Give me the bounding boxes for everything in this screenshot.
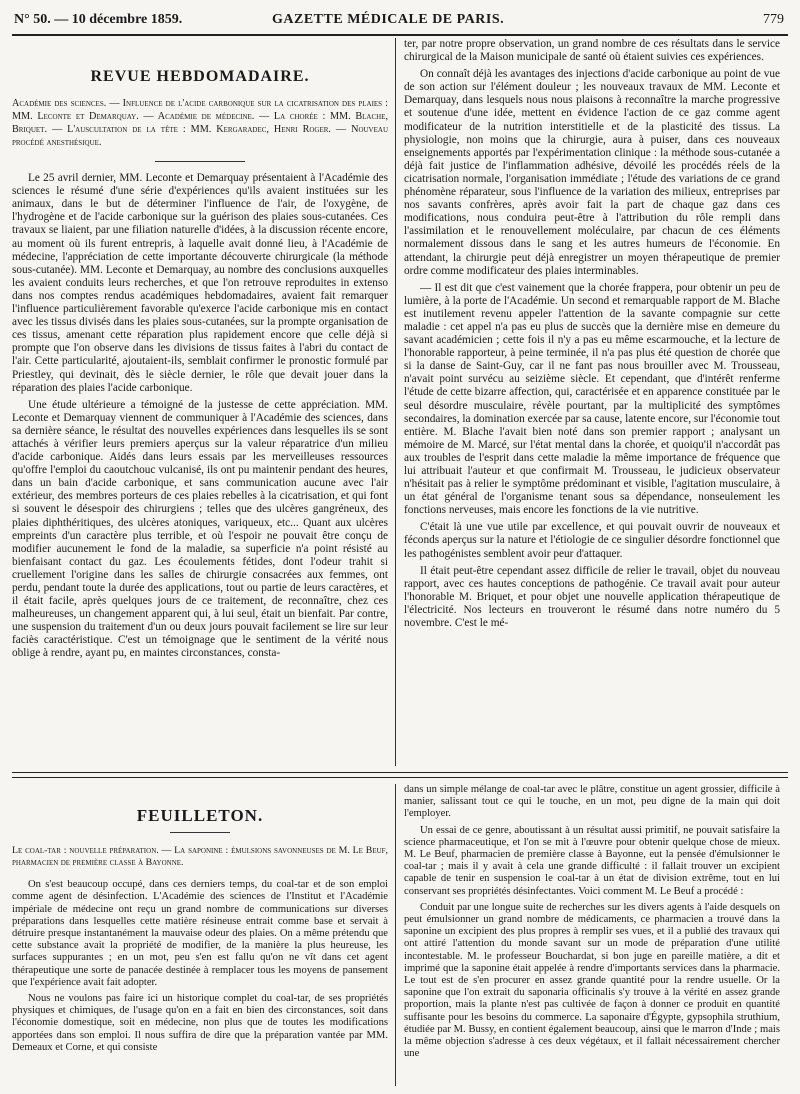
feuilleton-paragraph: Conduit par une longue suite de recherches sur les divers agents à l'aide desquels on peut émulsionner un grand nombre de médicaments, ce pharmacien a trouvé dans la saponine un excipient des plus propres à remplir ses vues, et il a publié des travaux qui ont attiré l'attention du monde savant sur un mode de préparation d'une utilité incontestable. M. le professeur Bouchardat, si bon juge en pareille matière, a dit et imprimé que la saponine était appelée à rendre d'importants services dans la pharmacie. Le tout est de s'en procurer en assez grande quantité pour la rendre usuelle. Or la saponine que l'on extrait du saponaria officinalis s'y trouve à la vérité en assez grande proportion, mais la plante n'est pas cultivée de façon à donner ce produit en quantité suffisante pour les besoins du commerce. La saponaire d'Égypte, gypsophila struthium, étudiée par M. Bussy, en contient également beaucoup, ainsi que le marron d'Inde ; mais la même objection s'adresse à ces deux végétaux, et il fallait nécessairement chercher une — [404, 901, 780, 1060]
feuilleton-left-column — [12, 784, 388, 1058]
revue-left-column — [12, 38, 388, 665]
feuilleton-title-rule — [170, 832, 230, 833]
summary-divider — [155, 161, 245, 162]
feuilleton-section — [12, 784, 788, 1086]
column-divider — [395, 38, 396, 766]
journal-title: GAZETTE MÉDICALE DE PARIS. — [272, 12, 505, 27]
revue-summary: Académie des sciences. — Influence de l'acide carbonique sur la cicatrisation des plaies : MM. Leconte et Demarquay. — Académie de médecine. — La chorée : MM. Blache, Briquet. — L'auscultation de la tête : MM. Kergaradec, Henri Roger. — Nouveau procédé anesthésique. — [12, 98, 388, 149]
revue-section — [12, 38, 788, 768]
feuilleton-paragraph: dans un simple mélange de coal-tar avec le plâtre, constitue un agent grossier, difficile à manier, salissant tout ce qui le touche, en un mot, peu digne de la main qui doit l'employer. — [404, 784, 780, 820]
issue-number: N° 50. — 10 décembre 1859. — [14, 12, 183, 27]
revue-paragraph: Le 25 avril dernier, MM. Leconte et Demarquay présentaient à l'Académie des sciences le résumé d'une série d'expériences qu'ils avaient instituées sur les animaux, dans le but de déterminer l'influence de l'air, de l'oxygène, de l'hydrogène et de l'acide carbonique sur la guérison des plaies sous-cutanées. Ces travaux se liaient, par une filiation naturelle d'idées, à la discussion récente encore, au moment où ils furent entrepris, à laquelle avait donné lieu, à l'Académie de médecine, l'appréciation de cette importante découverte chirurgicale (la méthode sous-cutanée). MM. Leconte et Demarquay, au nombre des conclusions auxquelles les avaient conduits leurs recherches, et que l'on retrouve reproduites in extenso dans nos comptes rendus académiques hebdomadaires, avaient fait remarquer l'influence particulièrement favorable qu'exerce l'acide carbonique mis en contact avec les tissus divisés dans les plaies sous-cutanées, sur la prompte organisation de ces tissus, amenant cette réparation plus rapidement encore que celle déjà si prompte que l'on observe dans les divisions de tissus faites à l'abri du contact de l'air. Cette particularité, ajoutaient-ils, semblait confirmer le pronostic formulé par Priestley, qui devinait, dès le siècle dernier, le rôle que devait jouer dans la réparation des plaies l'acide carbonique. — [12, 172, 388, 394]
newspaper-page — [12, 8, 788, 1086]
column-divider — [395, 784, 396, 1086]
revue-paragraph: C'était là une vue utile par excellence, et qui pouvait ouvrir de nouveaux et féconds aperçus sur la nature et l'étiologie de ce singulier désordre fonctionnel que les pathogénistes semblent avoir peur d'attaquer. — [404, 521, 780, 560]
page-header — [12, 8, 788, 36]
feuilleton-paragraph: Un essai de ce genre, aboutissant à un résultat aussi primitif, ne pouvait satisfaire la science pharmaceutique, et l'on se mit à l'œuvre pour obtenir quelque chose de mieux. M. Le Beuf, pharmacien de première classe à Bayonne, eut la pensée d'émulsionner le coal-tar ; mais il y avait à cela une grande difficulté : il fallait trouver un excipient capable de tenir en suspension le coal-tar à un état de division extrême, tout en lui conservant ses propriétés désinfectantes. Voici comment M. Le Beuf a procédé : — [404, 824, 780, 897]
feuilleton-right-column — [404, 784, 780, 1064]
feuilleton-subtitle: Le coal-tar : nouvelle préparation. — La saponine : émulsions savonneuses de M. Le Beuf, pharmacien de première classe à Bayonne. — [12, 845, 388, 869]
feuilleton-title: FEUILLETON. — [136, 806, 264, 825]
revue-paragraph: — Il est dit que c'est vainement que la chorée frappera, pour obtenir un peu de lumière, à la porte de l'Académie. Un second et remarquable rapport de M. Blache est inutilement revenu appeler l'attention de la savante compagnie sur cette maladie : cet appel n'a pas eu plus de succès que la dernière mise en demeure du savant académicien ; cette fois il n'y a pas eu même escarmouche, et la lecture de l'honorable rapporteur, à peine terminée, il n'a pas plus été question de chorée que si la danse de Saint-Guy, car il ne fant pas nous brouiller avec M. Trousseau, n'avait point survécu au seizième siècle. Et cependant, que d'intérêt renferme l'étude de cette bizarre affection, qui, caractérisée et en apparence constituée par le seul désordre musculaire, révèle pourtant, par la multiplicité des symptômes secondaires, la domination exercée par sa cause, latente encore, sur l'économie tout entière. M. Blache l'avait bien noté dans son premier rapport ; analysant un mémoire de M. Marcé, sur l'état mental dans la chorée, et quoiqu'il n'accordât pas aux troubles de l'esprit dans cette maladie la même importance de fréquence que lui attribuait l'auteur et que confirmait M. Trousseau, le judicieux observateur n'hésitait pas à relier le symptôme prédominant et visible, l'agitation musculaire, à un état général de l'organisme tenant sous sa dépendance, nonseulement les fonctions nerveuses, mais encore les fonctions de la vie nutritive. — [404, 281, 780, 517]
feuilleton-paragraph: On s'est beaucoup occupé, dans ces derniers temps, du coal-tar et de son emploi comme agent de désinfection. L'Académie des sciences de l'Institut et l'Académie impériale de médecine ont reçu un grand nombre de communications sur diverses préparations dans lesquelles cette matière résineuse entrait comme base et servait à détruire presque instantanément la mauvaise odeur des plaies. On a même prétendu que cette substance avait la propriété de modifier, de la manière la plus heureuse, les surfaces suppurantes ; en un mot, peu s'en est fallu qu'on ne vît dans cet agent thérapeutique une sorte de panacée destinée à remplacer tous les moyens de pansement que l'expérience avait fait adopter. — [12, 879, 388, 988]
revue-paragraph: Il était peut-être cependant assez difficile de relier le travail, objet du nouveau rapport, avec ces hautes conceptions de pathogénie. Ce travail avait pour auteur l'honorable M. Briquet, et pour objet une nouvelle application thérapeutique de l'électricité. Nos lecteurs en trouveront le résumé dans notre numéro du 5 novembre. C'est le mé- — [404, 564, 780, 630]
revue-paragraph: Une étude ultérieure a témoigné de la justesse de cette appréciation. MM. Leconte et Demarquay viennent de communiquer à l'Académie des sciences, dans sa dernière séance, le résultat des nouvelles expériences dans lesquelles ils se sont attachés à vérifier leurs premiers aperçus sur la valeur réparatrice d'un milieu d'acide carbonique. Aidés dans leurs essais par les merveilleuses ressources qu'offre l'emploi du caoutchouc vulcanisé, ils ont pu maintenir pendant des heures, dans un bain d'acide carbonique, et sans communication aucune avec l'air extérieur, des membres porteurs de ces plaies rebelles à la cicatrisation, et qui font si souvent le désespoir des chirurgiens ; telles que des ulcères gangréneux, des plaies diphthéritiques, des ulcères atoniques, variqueux, etc... Quant aux ulcères empreints d'un caractère plus terrible, et où l'espoir ne pouvait être conçu de modifier aucunement le fond de la maladie, sa superficie n'a point résisté au bienfaisant contact du gaz. Les écoulements fétides, dont l'odeur trahit si cruellement l'origine dans les salles de chirurgie consacrées aux femmes, ont perdu, pendant toute la durée des applications, tout ou partie de leurs caractères, et il était facile, après quelques jours de ce traitement, de reconnaître, chez ces malheureuses, un changement apparent qui, à lui seul, était un bienfait. Par contre, une suspension du traitement d'un ou deux jours pouvait facilement se lire sur leur faciès caractéristique. C'est un témoignage que le sentiment de la vérité nous oblige à rendre, ayant pu, en maintes circonstances, consta- — [12, 398, 388, 660]
feuilleton-separator — [12, 772, 788, 778]
page-number: 779 — [763, 12, 784, 27]
revue-right-column — [404, 38, 780, 634]
revue-title: REVUE HEBDOMADAIRE. — [90, 68, 310, 85]
revue-paragraph: ter, par notre propre observation, un grand nombre de ces résultats dans le service chirurgical de la Maison municipale de santé où étaient suivies ces expériences. — [404, 38, 780, 64]
revue-paragraph: On connaît déjà les avantages des injections d'acide carbonique au point de vue de son action sur l'élément douleur ; les nouveaux travaux de MM. Leconte et Demarquay, dans lesquels nous nous plaisons à reconnaître la marche progressive et soutenue d'une idée, mettent en évidence l'action de ce gaz comme agent modificateur de la nutrition interstitielle et de la plasticité des tissus. La physiologie, non moins que la chirurgie, aura à puiser, dans ces nouveaux enseignements apportés par l'expérimentation clinique : la méthode sous-cutanée a déjà fait justice de l'inflammation adhésive, dévoilé les procédés réels de la cicatrisation normale, l'organisation immédiate ; l'étude des variations de ce grand phénomène réparateur, sous l'influence de la variation des milieux, entreprises par nos savants confrères, après avoir fait la part de chaque gaz dans ces modifications, nous conduira peut-être à l'attribution du rôle rempli dans l'assimilation et le renouvellement moléculaire, par chacun de ces éléments normalement dissous dans le sang et les autres humeurs de l'économie. En attendant, la chirurgie peut déjà enregistrer un moyen thérapeutique de premier ordre comme modificateur des plaies interminables. — [404, 68, 780, 277]
feuilleton-paragraph: Nous ne voulons pas faire ici un historique complet du coal-tar, de ses propriétés physiques et chimiques, de l'usage qu'on en a fait en bien des circonstances, soit dans l'économie domestique, soit en médecine, non plus que de toutes les modifications apportées dans son emploi. Il nous suffira de dire que la préparation vantée par MM. Demeaux et Corne, et qui consiste — [12, 993, 388, 1053]
